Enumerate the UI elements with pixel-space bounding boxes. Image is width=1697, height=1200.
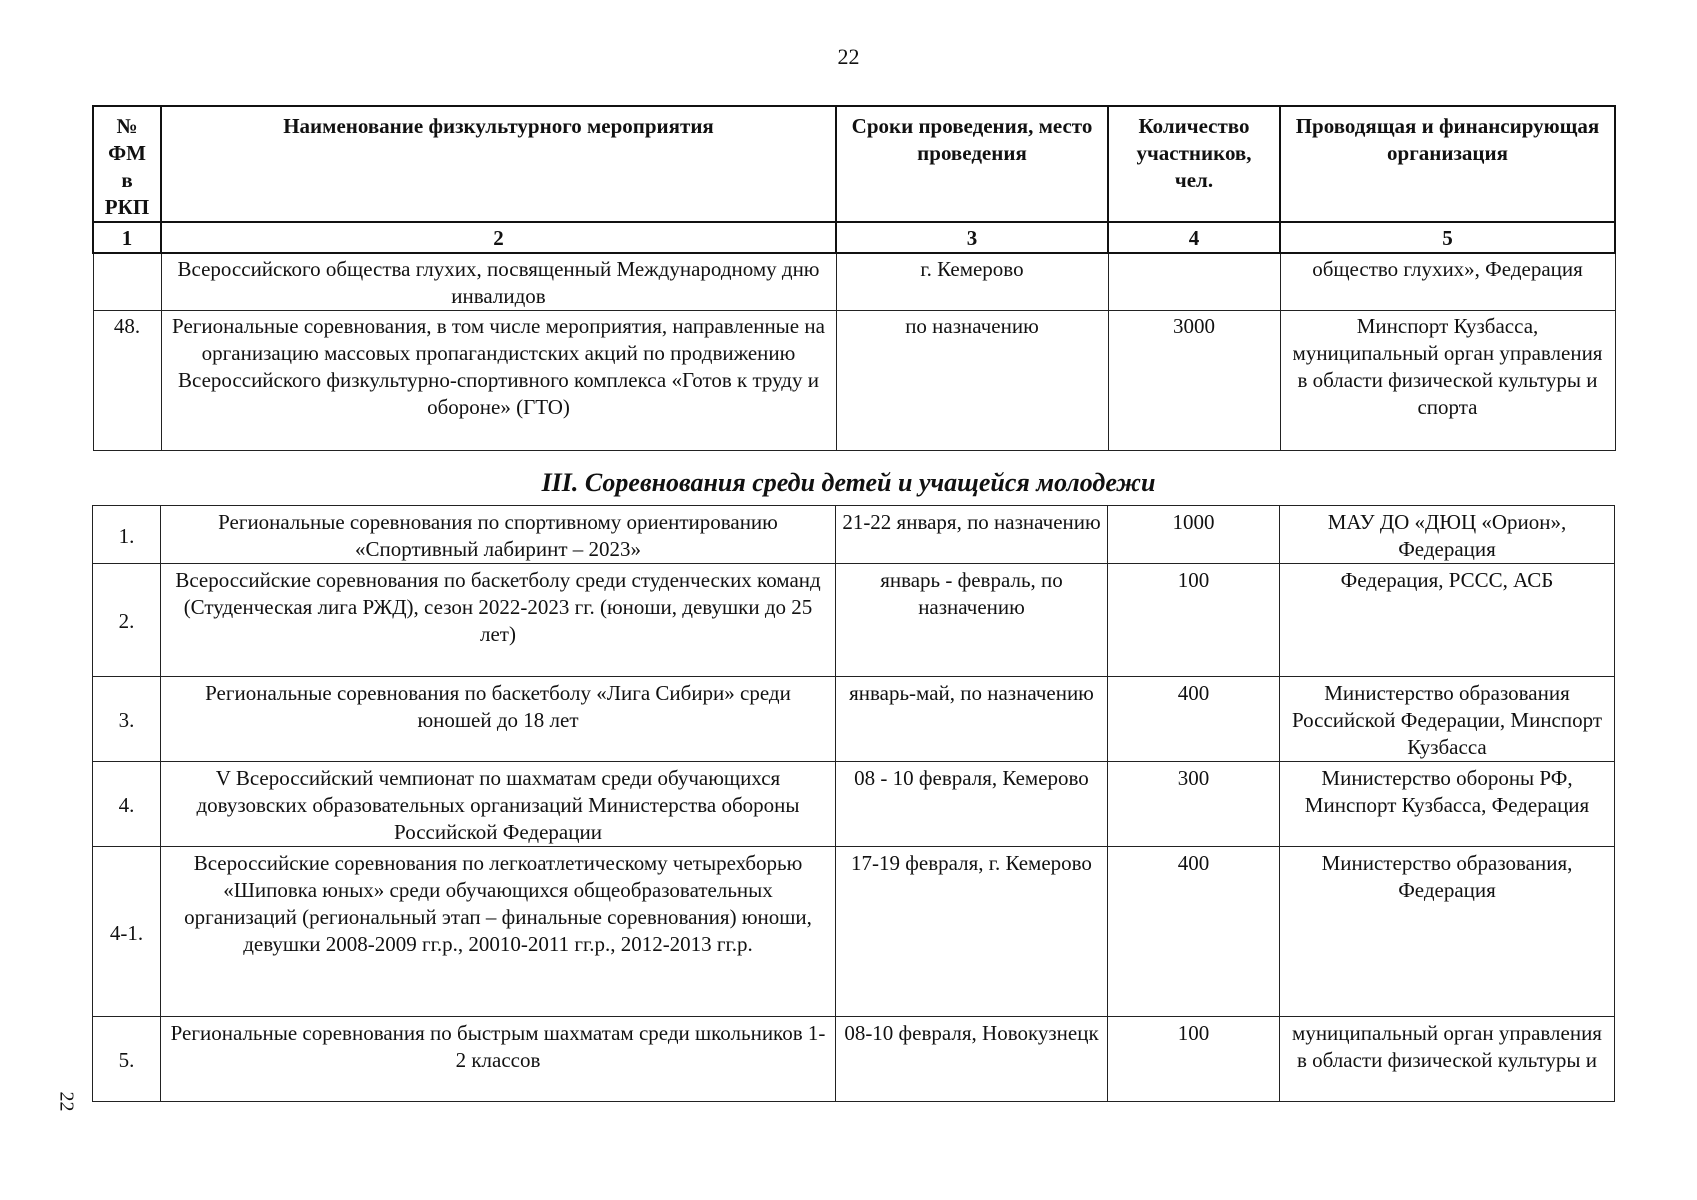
row-dates: январь-май, по назначению	[836, 677, 1108, 762]
row-dates: г. Кемерово	[836, 253, 1108, 311]
row-num: 1.	[93, 506, 161, 564]
row-name: Региональные соревнования по баскетболу «Лига Сибири» среди юношей до 18 лет	[161, 677, 836, 762]
events-table-continued	[92, 105, 1616, 451]
row-name: Всероссийского общества глухих, посвященный Международному дню инвалидов	[161, 253, 836, 311]
column-number: 3	[836, 222, 1108, 253]
row-num	[93, 253, 161, 311]
row-num: 3.	[93, 677, 161, 762]
column-number-row	[93, 222, 1615, 253]
table-header-row	[93, 106, 1615, 222]
table-row	[93, 506, 1615, 564]
row-dates: 08-10 февраля, Новокузнецк	[836, 1017, 1108, 1102]
page-number: 22	[837, 44, 860, 69]
row-name: Региональные соревнования по спортивному ориентированию «Спортивный лабиринт – 2023»	[161, 506, 836, 564]
row-count	[1108, 253, 1280, 311]
header-num: № ФМ в РКП	[93, 106, 161, 222]
row-num: 4-1.	[93, 847, 161, 1017]
row-dates: 17-19 февраля, г. Кемерово	[836, 847, 1108, 1017]
column-number: 5	[1280, 222, 1615, 253]
row-dates: 08 - 10 февраля, Кемерово	[836, 762, 1108, 847]
section-title: III. Соревнования среди детей и учащейся молодежи	[541, 468, 1156, 497]
events-table-section-3	[92, 505, 1615, 1102]
row-name: V Всероссийский чемпионат по шахматам среди обучающихся довузовских образовательных организаций Министерства обороны Российской Федерации	[161, 762, 836, 847]
row-count: 1000	[1108, 506, 1280, 564]
row-org: Министерство образования Российской Федерации, Минспорт Кузбасса	[1280, 677, 1615, 762]
side-page-number: 22	[55, 1091, 78, 1112]
table-row	[93, 1017, 1615, 1102]
table-row	[93, 253, 1615, 311]
row-count: 3000	[1108, 311, 1280, 451]
row-count: 400	[1108, 847, 1280, 1017]
header-count: Количество участников, чел.	[1108, 106, 1280, 222]
table-row	[93, 677, 1615, 762]
table-row	[93, 762, 1615, 847]
row-dates: 21-22 января, по назначению	[836, 506, 1108, 564]
column-number: 1	[93, 222, 161, 253]
row-dates: январь - февраль, по назначению	[836, 564, 1108, 677]
row-name: Всероссийские соревнования по легкоатлетическому четырехборью «Шиповка юных» среди обучающихся общеобразовательных организаций (региональный этап – финальные соревнования) юноши, девушки 2008-2009 гг.р., 20010-2011 гг.р., 2012-2013 гг.р.	[161, 847, 836, 1017]
row-org: муниципальный орган управления в области физической культуры и	[1280, 1017, 1615, 1102]
row-org: МАУ ДО «ДЮЦ «Орион», Федерация	[1280, 506, 1615, 564]
row-num: 4.	[93, 762, 161, 847]
table-row	[93, 311, 1615, 451]
table-row	[93, 847, 1615, 1017]
row-org: Министерство образования, Федерация	[1280, 847, 1615, 1017]
table-row	[93, 564, 1615, 677]
row-org: Федерация, РССС, АСБ	[1280, 564, 1615, 677]
row-name: Региональные соревнования, в том числе мероприятия, направленные на организацию массовых пропагандистских акций по продвижению Всероссийского физкультурно-спортивного комплекса «Готов к труду и обороне» (ГТО)	[161, 311, 836, 451]
row-org: общество глухих», Федерация	[1280, 253, 1615, 311]
row-org: Министерство обороны РФ, Минспорт Кузбасса, Федерация	[1280, 762, 1615, 847]
row-org: Минспорт Кузбасса, муниципальный орган управления в области физической культуры и спорта	[1280, 311, 1615, 451]
row-count: 100	[1108, 1017, 1280, 1102]
row-num: 2.	[93, 564, 161, 677]
header-dates: Сроки проведения, место проведения	[836, 106, 1108, 222]
row-count: 400	[1108, 677, 1280, 762]
row-count: 300	[1108, 762, 1280, 847]
row-name: Всероссийские соревнования по баскетболу среди студенческих команд (Студенческая лига РЖД), сезон 2022-2023 гг. (юноши, девушки до 25 лет)	[161, 564, 836, 677]
column-number: 4	[1108, 222, 1280, 253]
header-name: Наименование физкультурного мероприятия	[161, 106, 836, 222]
row-num: 5.	[93, 1017, 161, 1102]
column-number: 2	[161, 222, 836, 253]
row-name: Региональные соревнования по быстрым шахматам среди школьников 1-2 классов	[161, 1017, 836, 1102]
row-dates: по назначению	[836, 311, 1108, 451]
row-count: 100	[1108, 564, 1280, 677]
header-org: Проводящая и финансирующая организация	[1280, 106, 1615, 222]
row-num: 48.	[93, 311, 161, 451]
